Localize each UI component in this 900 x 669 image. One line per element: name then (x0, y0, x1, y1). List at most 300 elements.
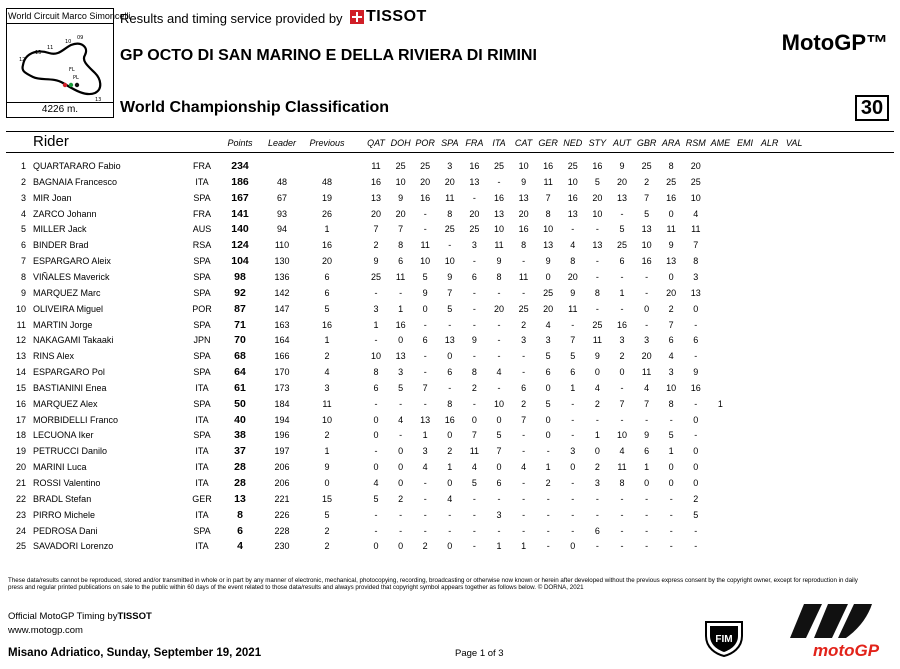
race-points: 1 (668, 446, 674, 457)
race-points: 13 (469, 176, 480, 187)
race-points: 11 (691, 224, 701, 235)
race-points: 11 (420, 240, 430, 251)
race-points: - (374, 446, 378, 457)
race-points: 11 (666, 224, 676, 235)
table-row (6, 523, 894, 539)
race-points: 0 (619, 367, 625, 378)
official-timing (8, 611, 152, 622)
race-points: 0 (398, 446, 404, 457)
gap-to-previous: 15 (321, 493, 332, 504)
rider-points: 8 (237, 508, 243, 521)
race-points: 8 (373, 367, 379, 378)
gap-to-previous: 5 (324, 509, 330, 520)
race-points: 25 (567, 161, 578, 171)
race-points: 10 (444, 256, 455, 267)
race-points: 7 (447, 287, 453, 298)
gap-to-leader: 230 (274, 541, 290, 552)
race-points: - (448, 382, 452, 393)
race-points: 20 (518, 208, 529, 219)
gap-to-previous: 0 (324, 478, 330, 488)
race-points: 16 (567, 192, 578, 203)
table-row (6, 285, 894, 301)
rider-position: 5 (20, 224, 26, 235)
rider-nation: ITA (195, 478, 209, 488)
race-points: 0 (373, 462, 379, 473)
race-points: 16 (370, 176, 381, 187)
race-points: 3 (373, 303, 379, 314)
rider-name: ROSSI Valentino (33, 478, 101, 488)
rider-points: 70 (234, 334, 246, 347)
gap-to-leader: 197 (274, 446, 290, 457)
gap-to-previous: 6 (324, 271, 330, 282)
race-points: - (374, 509, 378, 520)
race-points: 3 (471, 240, 477, 251)
race-points: 20 (567, 271, 578, 282)
race-points: 3 (496, 509, 502, 520)
race-points: 13 (592, 240, 603, 251)
rider-nation: JPN (193, 335, 211, 346)
race-points: 2 (373, 240, 379, 251)
race-points: 5 (693, 509, 699, 520)
race-points: 0 (398, 478, 404, 488)
rider-name: MARQUEZ Alex (33, 398, 98, 409)
rider-name: ESPARGARO Pol (33, 367, 105, 378)
race-points: - (571, 493, 575, 504)
race-points: 20 (641, 351, 652, 362)
rider-position: 13 (15, 351, 26, 362)
race-points: 5 (668, 430, 674, 441)
race-points: 2 (398, 493, 404, 504)
race-points: 0 (570, 541, 576, 552)
race-points: 4 (521, 462, 527, 473)
race-points: - (645, 414, 649, 425)
race-points: - (620, 303, 624, 314)
gap-to-previous: 1 (324, 446, 330, 457)
race-points: 3 (521, 335, 527, 346)
race-points: - (645, 493, 649, 504)
gap-to-leader: 147 (274, 303, 290, 314)
rider-position: 19 (15, 446, 26, 457)
race-points: 25 (641, 161, 652, 171)
race-points: 0 (668, 208, 674, 219)
race-points: - (571, 525, 575, 536)
race-points: 20 (592, 192, 603, 203)
race-points: - (472, 319, 476, 330)
race-points: 0 (545, 430, 551, 441)
race-points: 20 (420, 176, 431, 187)
race-points: 25 (592, 319, 603, 330)
race-points: 6 (545, 367, 551, 378)
race-points: 0 (545, 271, 551, 282)
race-points: 1 (644, 462, 650, 473)
rider-points: 92 (234, 286, 246, 299)
race-points: 8 (471, 367, 477, 378)
race-points: - (669, 525, 673, 536)
rider-name: SAVADORI Lorenzo (33, 541, 114, 552)
rider-points: 104 (231, 255, 249, 268)
race-points: - (620, 208, 624, 219)
race-points: 10 (592, 208, 603, 219)
race-points: - (546, 509, 550, 520)
race-points: 3 (693, 271, 699, 282)
tissot-logo (350, 9, 427, 25)
race-points: 9 (471, 335, 477, 346)
rider-nation: RSA (192, 240, 212, 251)
race-points: 16 (616, 319, 627, 330)
race-points: 1 (447, 462, 453, 473)
race-points: 9 (668, 240, 674, 251)
race-points: 3 (398, 367, 404, 378)
circuit-box (6, 8, 131, 118)
race-points: - (571, 478, 575, 488)
race-points: - (571, 509, 575, 520)
race-points: 9 (693, 367, 699, 378)
race-points: 0 (373, 541, 379, 552)
race-points: - (620, 382, 624, 393)
race-points: 0 (693, 303, 699, 314)
rider-points: 28 (234, 461, 246, 474)
map-label: 09 (77, 35, 84, 41)
rider-position: 7 (20, 256, 26, 267)
swiss-cross-icon (350, 10, 364, 24)
race-points: - (472, 509, 476, 520)
race-points: 7 (471, 430, 477, 441)
race-points: - (694, 541, 698, 552)
race-points: 4 (594, 382, 600, 393)
race-points: 6 (447, 367, 453, 378)
race-points: 4 (693, 208, 699, 219)
race-points: - (546, 446, 550, 457)
race-points: 7 (693, 240, 699, 251)
race-points: 0 (447, 478, 453, 488)
race-points: 4 (447, 493, 453, 504)
race-points: - (645, 319, 649, 330)
race-points: 5 (496, 430, 502, 441)
rider-name: BASTIANINI Enea (33, 382, 107, 393)
race-points: 8 (496, 271, 502, 282)
race-points: 0 (668, 271, 674, 282)
gap-to-previous: 16 (321, 319, 332, 330)
table-row (6, 269, 894, 285)
race-points: 0 (447, 351, 453, 362)
race-points: - (399, 398, 403, 409)
race-points: 1 (545, 462, 551, 473)
race-points: 1 (619, 287, 625, 298)
race-points: 2 (422, 541, 428, 552)
race-points: 16 (469, 161, 480, 171)
table-row (6, 538, 894, 554)
race-points: 20 (690, 161, 701, 171)
race-points: 0 (693, 446, 699, 457)
race-points: 13 (567, 208, 578, 219)
race-points: 20 (616, 176, 627, 187)
race-points: - (645, 509, 649, 520)
table-row (6, 348, 894, 364)
motogp-logo (782, 598, 894, 664)
race-points: - (522, 493, 526, 504)
column-header-rsm: RSM (685, 138, 706, 148)
brand-logo: MotoGP™ (781, 30, 888, 55)
race-points: - (571, 319, 575, 330)
rider-points: 13 (234, 492, 246, 505)
gap-to-previous: 1 (324, 335, 330, 346)
race-points: - (497, 176, 501, 187)
race-points: 3 (545, 335, 551, 346)
race-points: 10 (395, 176, 406, 187)
column-header-val: VAL (785, 138, 803, 148)
race-points: 0 (668, 462, 674, 473)
rider-nation: GER (192, 493, 212, 504)
rider-points: 71 (234, 318, 246, 331)
rider-position: 14 (15, 367, 26, 378)
race-points: 0 (693, 462, 699, 473)
race-points: - (497, 287, 501, 298)
race-points: 0 (644, 478, 650, 488)
rider-nation: SPA (193, 367, 211, 378)
column-header-cat: CAT (514, 138, 533, 148)
gap-to-leader: 136 (274, 271, 290, 282)
race-points: 0 (398, 335, 404, 346)
rider-points: 38 (234, 429, 246, 442)
rider-position: 4 (20, 208, 26, 219)
table-row (6, 364, 894, 380)
race-points: - (694, 351, 698, 362)
event-title: GP OCTO DI SAN MARINO E DELLA RIVIERA DI RIMINI (120, 47, 537, 64)
race-points: 25 (690, 176, 701, 187)
rider-points: 40 (234, 413, 246, 426)
race-points: - (522, 287, 526, 298)
column-header-fra: FRA (465, 138, 484, 148)
race-points: 6 (496, 478, 502, 488)
race-points: 16 (493, 192, 504, 203)
rider-points: 141 (231, 207, 249, 220)
race-points: 20 (395, 208, 406, 219)
race-points: - (448, 240, 452, 251)
race-points: 3 (422, 446, 428, 457)
race-points: - (497, 525, 501, 536)
race-points: 3 (594, 478, 600, 488)
race-points: 4 (619, 446, 625, 457)
race-points: 1 (422, 430, 428, 441)
race-points: - (669, 414, 673, 425)
race-points: - (472, 303, 476, 314)
race-points: 13 (493, 208, 504, 219)
race-points: 16 (395, 319, 406, 330)
rider-points: 140 (231, 223, 249, 236)
race-points: 2 (447, 446, 453, 457)
race-points: 5 (545, 398, 551, 409)
column-header-ger: GER (538, 138, 558, 148)
gap-to-leader: 110 (274, 240, 290, 251)
race-points: 25 (444, 224, 455, 235)
race-points: 1 (398, 303, 404, 314)
rider-position: 24 (15, 525, 26, 536)
race-points: 0 (570, 462, 576, 473)
race-points: - (522, 509, 526, 520)
race-points: 20 (469, 208, 480, 219)
gap-to-leader: 48 (276, 176, 287, 187)
race-points: 2 (545, 478, 551, 488)
race-points: 11 (543, 176, 553, 187)
race-points: 8 (668, 161, 674, 171)
race-points: - (620, 541, 624, 552)
table-row (6, 206, 894, 222)
race-points: 6 (398, 256, 404, 267)
marker-black (75, 83, 79, 87)
race-points: - (423, 493, 427, 504)
race-points: 7 (373, 224, 379, 235)
race-points: - (694, 430, 698, 441)
race-points: 7 (570, 335, 576, 346)
circuit-length: 4226 m. (7, 102, 113, 117)
rider-position: 10 (15, 303, 26, 314)
rider-points: 6 (237, 524, 243, 537)
rider-points: 28 (234, 477, 246, 489)
gap-to-previous: 2 (324, 525, 330, 536)
rider-name: BAGNAIA Francesco (33, 176, 118, 187)
rider-position: 11 (16, 319, 26, 330)
race-points: - (595, 541, 599, 552)
race-points: 0 (545, 414, 551, 425)
race-points: 13 (690, 287, 701, 298)
race-points: 9 (619, 161, 625, 171)
rider-nation: FRA (193, 161, 211, 171)
table-row (6, 491, 894, 507)
race-points: 16 (420, 192, 431, 203)
race-points: 6 (644, 446, 650, 457)
race-points: - (423, 208, 427, 219)
race-points: - (645, 287, 649, 298)
race-points: 10 (493, 398, 504, 409)
column-header-aut: AUT (613, 138, 631, 148)
race-points: 4 (496, 367, 502, 378)
race-points: 16 (543, 161, 554, 171)
website-link[interactable]: www.motogp.com (8, 625, 83, 636)
tissot-wordmark: TISSOT (366, 8, 427, 25)
race-points: 6 (570, 367, 576, 378)
gap-to-leader: 184 (274, 398, 290, 409)
circuit-name: World Circuit Marco Simoncelli (7, 9, 113, 24)
race-points: 10 (420, 256, 431, 267)
table-row (6, 174, 894, 190)
race-points: 2 (693, 493, 699, 504)
rider-nation: SPA (193, 525, 211, 536)
race-points: - (546, 493, 550, 504)
race-points: 4 (422, 462, 428, 473)
doc-title: World Championship Classification (120, 99, 390, 116)
race-points: - (472, 256, 476, 267)
race-points: 0 (693, 414, 699, 425)
race-points: - (472, 351, 476, 362)
gap-to-leader: 163 (274, 319, 290, 330)
race-points: 3 (447, 161, 453, 171)
rider-nation: ITA (195, 382, 209, 393)
race-points: 11 (469, 446, 480, 457)
race-points: 3 (668, 367, 674, 378)
race-points: 4 (398, 414, 404, 425)
gap-to-previous: 1 (324, 224, 330, 235)
race-points: - (472, 493, 476, 504)
rider-points: 124 (231, 239, 249, 252)
race-points: - (522, 256, 526, 267)
gap-to-leader: 67 (276, 192, 287, 203)
gap-to-previous: 4 (324, 367, 330, 378)
race-points: 6 (693, 335, 699, 346)
gap-to-leader: 170 (274, 367, 290, 378)
race-points: 13 (543, 240, 554, 251)
race-points: 6 (422, 335, 428, 346)
race-points: 0 (422, 303, 428, 314)
race-points: 3 (644, 335, 650, 346)
table-row (6, 253, 894, 269)
race-points: - (522, 367, 526, 378)
race-points: 1 (496, 541, 502, 552)
race-points: 2 (668, 303, 674, 314)
rider-points: 234 (231, 160, 249, 172)
rider-points: 68 (234, 350, 246, 363)
gap-to-previous: 2 (324, 351, 330, 362)
rider-nation: SPA (193, 192, 211, 203)
race-points: 10 (641, 240, 652, 251)
gap-to-leader: 93 (276, 208, 287, 219)
rider-nation: ITA (195, 509, 209, 520)
rider-points: 37 (234, 445, 246, 458)
race-points: 9 (373, 256, 379, 267)
race-points: 10 (518, 161, 529, 171)
race-points: 1 (570, 382, 576, 393)
race-points: 20 (493, 303, 504, 314)
gap-to-leader: 130 (274, 256, 290, 267)
column-header-qat: QAT (367, 138, 385, 148)
race-points: 9 (594, 351, 600, 362)
race-points: 16 (592, 161, 603, 171)
race-points: - (399, 287, 403, 298)
rider-name: MARQUEZ Marc (33, 287, 101, 298)
race-points: 13 (641, 224, 652, 235)
circuit-map (11, 27, 111, 105)
race-points: 13 (444, 335, 455, 346)
rider-name: OLIVEIRA Miguel (33, 303, 104, 314)
race-points: 0 (398, 541, 404, 552)
race-points: 10 (543, 224, 554, 235)
race-points: 4 (644, 382, 650, 393)
gap-to-previous: 10 (321, 414, 332, 425)
race-points: 2 (521, 319, 527, 330)
gap-to-previous: 3 (324, 382, 330, 393)
race-points: 7 (644, 192, 650, 203)
race-points: - (546, 541, 550, 552)
map-label: FL (69, 67, 75, 73)
rider-nation: SPA (193, 398, 211, 409)
race-points: 13 (616, 192, 627, 203)
race-points: 0 (373, 430, 379, 441)
race-points: 8 (668, 398, 674, 409)
race-points: - (448, 319, 452, 330)
map-label: 13 (95, 97, 102, 103)
rider-name: MARTIN Jorge (33, 319, 93, 330)
marker-green (69, 83, 73, 87)
race-points: - (595, 414, 599, 425)
race-points: 4 (545, 319, 551, 330)
gap-to-leader: 173 (274, 382, 290, 393)
rider-position: 2 (20, 176, 26, 187)
official-timing-brand: TISSOT (117, 611, 152, 622)
rider-nation: ITA (195, 414, 209, 425)
race-points: 11 (371, 161, 381, 171)
column-header-leader: Leader (267, 138, 297, 148)
table-row (6, 380, 894, 396)
gap-to-leader: 206 (274, 478, 290, 488)
